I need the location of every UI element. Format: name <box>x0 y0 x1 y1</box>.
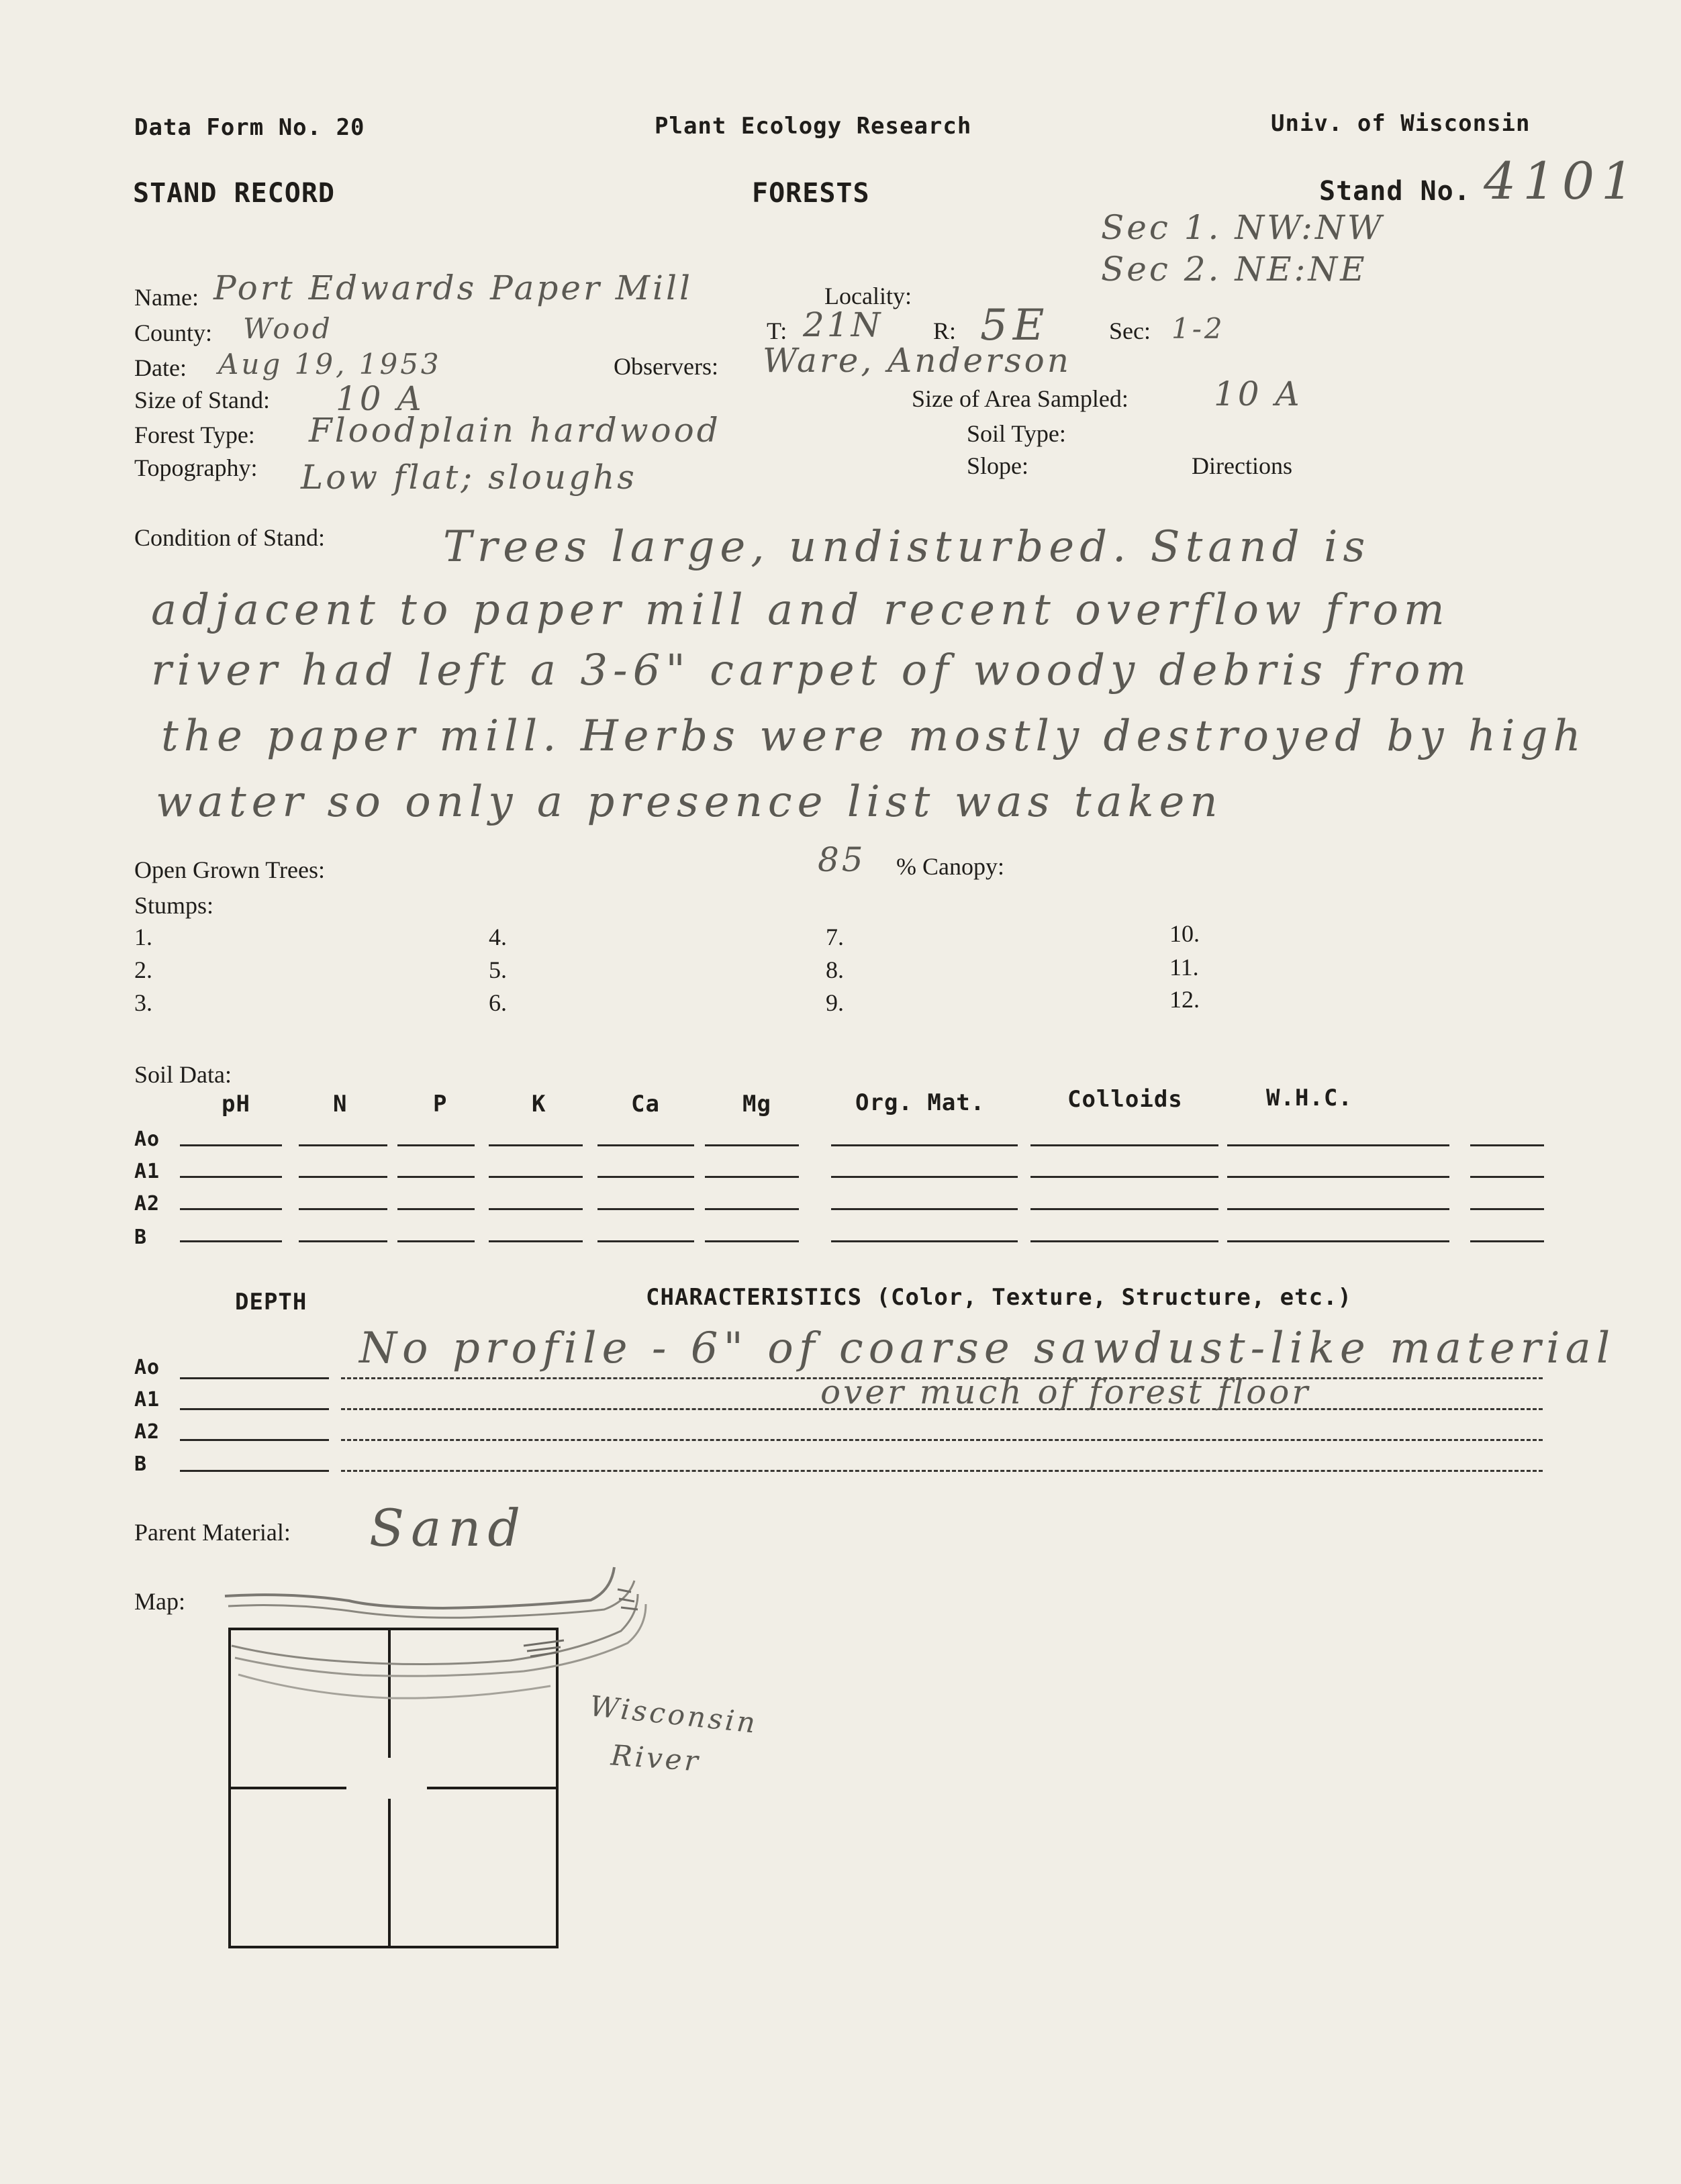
stump-number: 2. <box>134 956 152 983</box>
record-type: STAND RECORD <box>133 178 335 209</box>
profile-note-line-1: No profile - 6" of coarse sawdust-like material <box>359 1324 1616 1373</box>
directions-label: Directions <box>1192 452 1292 479</box>
profile-row-label: Ao <box>134 1356 160 1379</box>
size-of-stand-label: Size of Stand: <box>134 387 270 413</box>
soil-col-header: W.H.C. <box>1266 1085 1353 1111</box>
depth-header: DEPTH <box>235 1289 307 1316</box>
characteristics-header: CHARACTERISTICS (Color, Texture, Structure, etc.) <box>646 1284 1353 1311</box>
stumps-label: Stumps: <box>134 892 214 919</box>
stump-number: 8. <box>826 956 844 983</box>
county-value: Wood <box>243 312 333 345</box>
canopy-value: 85 <box>818 840 866 879</box>
stand-number-label: Stand No. <box>1319 176 1471 207</box>
university-name: Univ. of Wisconsin <box>1271 110 1531 137</box>
profile-note-line-2: over much of forest floor <box>820 1373 1311 1411</box>
stump-number: 9. <box>826 989 844 1016</box>
parent-material-value: Sand <box>369 1498 527 1558</box>
size-of-stand-value: 10 A <box>336 379 424 418</box>
condition-line-2: adjacent to paper mill and recent overflow from <box>151 585 1450 635</box>
soil-col-header: Org. Mat. <box>855 1089 986 1116</box>
soil-col-header: N <box>333 1091 348 1118</box>
soil-col-header: P <box>433 1091 448 1118</box>
observers-value: Ware, Anderson <box>763 341 1071 380</box>
topography-value: Low flat; sloughs <box>301 458 637 497</box>
river-label-line-2: River <box>610 1738 702 1778</box>
range-label: R: <box>933 317 957 344</box>
observers-label: Observers: <box>614 353 718 380</box>
condition-label: Condition of Stand: <box>134 524 326 551</box>
soil-type-label: Soil Type: <box>967 420 1066 447</box>
organization-name: Plant Ecology Research <box>655 113 972 140</box>
condition-line-3: river had left a 3-6" carpet of woody debris from <box>151 646 1472 695</box>
county-label: County: <box>134 319 213 346</box>
date-value: Aug 19, 1953 <box>218 348 442 381</box>
township-value: 21N <box>803 305 883 344</box>
forest-type-label: Forest Type: <box>134 421 255 448</box>
open-grown-trees-label: Open Grown Trees: <box>134 856 325 883</box>
form-number: Data Form No. 20 <box>134 114 365 141</box>
area-sampled-value: 10 A <box>1214 375 1302 413</box>
soil-row-label: Ao <box>134 1128 160 1151</box>
soil-row-label: A1 <box>134 1160 160 1183</box>
soil-data-label: Soil Data: <box>134 1061 232 1088</box>
condition-line-5: water so only a presence list was taken <box>156 777 1223 827</box>
date-label: Date: <box>134 354 187 381</box>
stump-number: 5. <box>489 956 507 983</box>
stump-number: 6. <box>489 989 507 1016</box>
section-value: 1-2 <box>1171 312 1225 345</box>
soil-col-header: K <box>532 1091 546 1118</box>
soil-col-header: Ca <box>631 1091 660 1118</box>
soil-row-label: B <box>134 1226 148 1249</box>
stump-number: 11. <box>1169 954 1199 981</box>
soil-col-header: Mg <box>742 1091 771 1118</box>
section-note-1: Sec 1. NW:NW <box>1101 208 1385 247</box>
soil-col-header: Colloids <box>1067 1086 1183 1113</box>
record-category: FORESTS <box>752 178 870 209</box>
township-label: T: <box>767 317 787 344</box>
area-sampled-label: Size of Area Sampled: <box>912 385 1128 412</box>
stump-number: 7. <box>826 924 844 950</box>
name-label: Name: <box>134 284 199 311</box>
stump-number: 4. <box>489 924 507 950</box>
soil-row-label: A2 <box>134 1192 160 1215</box>
topography-label: Topography: <box>134 454 258 481</box>
profile-row-label: A2 <box>134 1420 160 1444</box>
canopy-label: % Canopy: <box>896 853 1004 880</box>
range-value: 5E <box>980 301 1050 350</box>
soil-col-header: pH <box>222 1091 250 1118</box>
stump-number: 1. <box>134 924 152 950</box>
map-label: Map: <box>134 1588 185 1615</box>
name-value: Port Edwards Paper Mill <box>213 268 693 307</box>
stump-number: 12. <box>1169 986 1200 1013</box>
slope-label: Slope: <box>967 452 1029 479</box>
stand-number-value: 4101 <box>1484 151 1641 211</box>
condition-line-1: Trees large, undisturbed. Stand is <box>443 522 1371 572</box>
locality-label: Locality: <box>824 283 912 309</box>
profile-row-label: A1 <box>134 1388 160 1411</box>
profile-row-label: B <box>134 1452 148 1476</box>
stump-number: 3. <box>134 989 152 1016</box>
river-label-line-1: Wisconsin <box>588 1689 760 1740</box>
section-note-2: Sec 2. NE:NE <box>1101 250 1367 289</box>
condition-line-4: the paper mill. Herbs were mostly destroyed by high <box>161 711 1586 761</box>
stump-number: 10. <box>1169 920 1200 947</box>
section-label: Sec: <box>1109 317 1151 344</box>
forest-type-value: Floodplain hardwood <box>309 411 721 450</box>
parent-material-label: Parent Material: <box>134 1519 291 1546</box>
